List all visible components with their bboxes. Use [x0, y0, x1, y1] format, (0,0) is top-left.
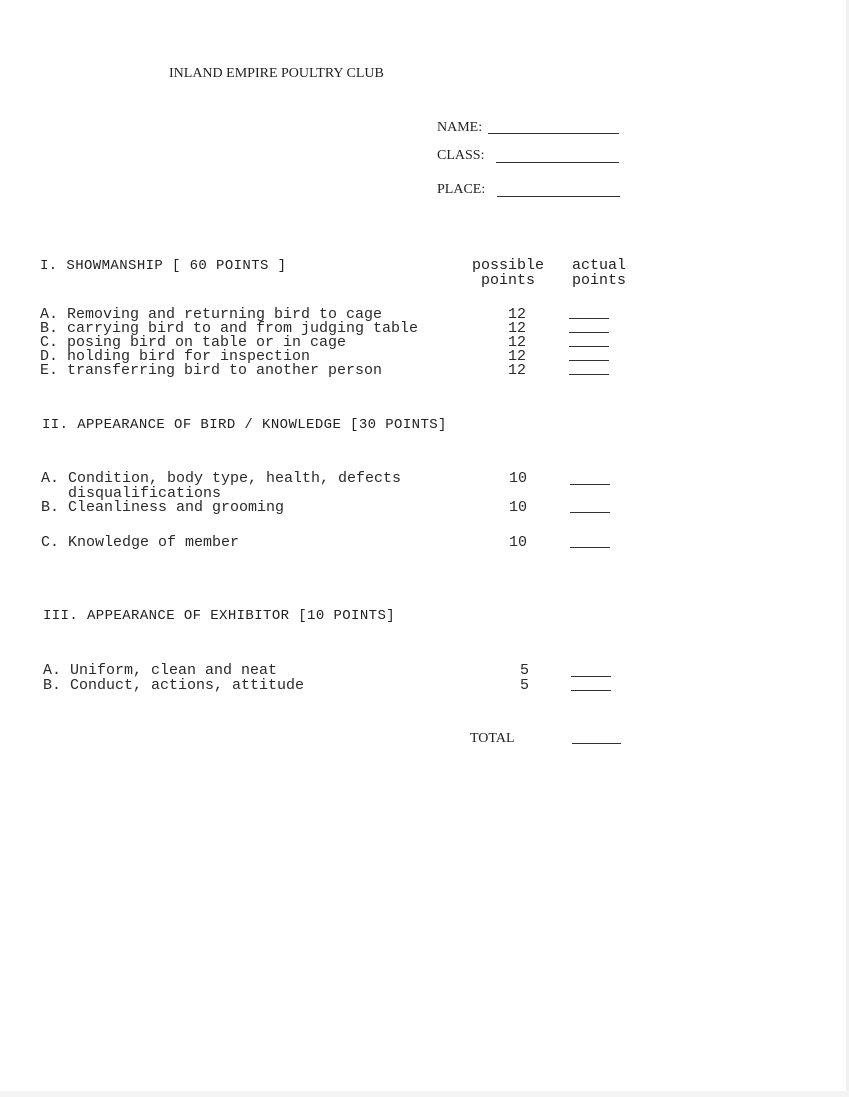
- name-field[interactable]: [488, 133, 619, 134]
- list-item: B. Conduct, actions, attitude: [43, 677, 305, 694]
- actual-points-blank[interactable]: [570, 547, 610, 548]
- list-item: D. holding bird for inspection: [40, 348, 311, 365]
- actual-points-blank[interactable]: [570, 484, 610, 485]
- list-item: A. Uniform, clean and neat: [43, 662, 278, 679]
- list-item: C. Knowledge of member: [41, 534, 240, 551]
- list-item: E. transferring bird to another person: [40, 362, 383, 379]
- possible-points: 12: [508, 320, 527, 337]
- list-item-continuation: disqualifications: [41, 485, 222, 502]
- class-field[interactable]: [496, 162, 619, 163]
- actual-points-blank[interactable]: [570, 512, 610, 513]
- actual-points-blank[interactable]: [571, 676, 611, 677]
- actual-points-header: actual points: [571, 257, 626, 289]
- class-label: CLASS:: [437, 148, 485, 163]
- section-header-appearance-of-exhibitor: III. APPEARANCE OF EXHIBITOR [10 POINTS]: [43, 608, 396, 624]
- possible-points: 5: [520, 662, 530, 679]
- list-item: B. Cleanliness and grooming: [41, 499, 285, 516]
- actual-points-blank[interactable]: [569, 332, 609, 333]
- possible-points: 5: [520, 677, 530, 694]
- actual-points-blank[interactable]: [569, 360, 609, 361]
- possible-points: 10: [509, 499, 528, 516]
- possible-points: 10: [509, 470, 528, 487]
- actual-points-blank[interactable]: [571, 690, 611, 691]
- possible-points: 10: [509, 534, 528, 551]
- list-item: A. Condition, body type, health, defects: [41, 470, 402, 487]
- possible-points: 12: [508, 334, 527, 351]
- page-title: INLAND EMPIRE POULTRY CLUB: [169, 66, 384, 81]
- actual-points-blank[interactable]: [569, 346, 609, 347]
- possible-points-header: possible points: [471, 257, 544, 289]
- possible-points: 12: [508, 348, 527, 365]
- place-label: PLACE:: [437, 182, 486, 197]
- total-blank[interactable]: [572, 743, 621, 744]
- list-item: A. Removing and returning bird to cage: [40, 306, 383, 323]
- section-header-appearance-of-bird: II. APPEARANCE OF BIRD / KNOWLEDGE [30 POINTS]: [42, 417, 447, 433]
- section-header-showmanship: I. SHOWMANSHIP [ 60 POINTS ]: [40, 258, 287, 274]
- actual-points-blank[interactable]: [569, 318, 609, 319]
- place-field[interactable]: [497, 196, 620, 197]
- possible-points: 12: [508, 306, 527, 323]
- name-label: NAME:: [437, 120, 483, 135]
- scan-edge: [0, 1091, 849, 1097]
- list-item: C. posing bird on table or in cage: [40, 334, 347, 351]
- possible-points: 12: [508, 362, 527, 379]
- actual-points-blank[interactable]: [569, 374, 609, 375]
- list-item: B. carrying bird to and from judging table: [40, 320, 419, 337]
- total-label: TOTAL: [470, 731, 515, 746]
